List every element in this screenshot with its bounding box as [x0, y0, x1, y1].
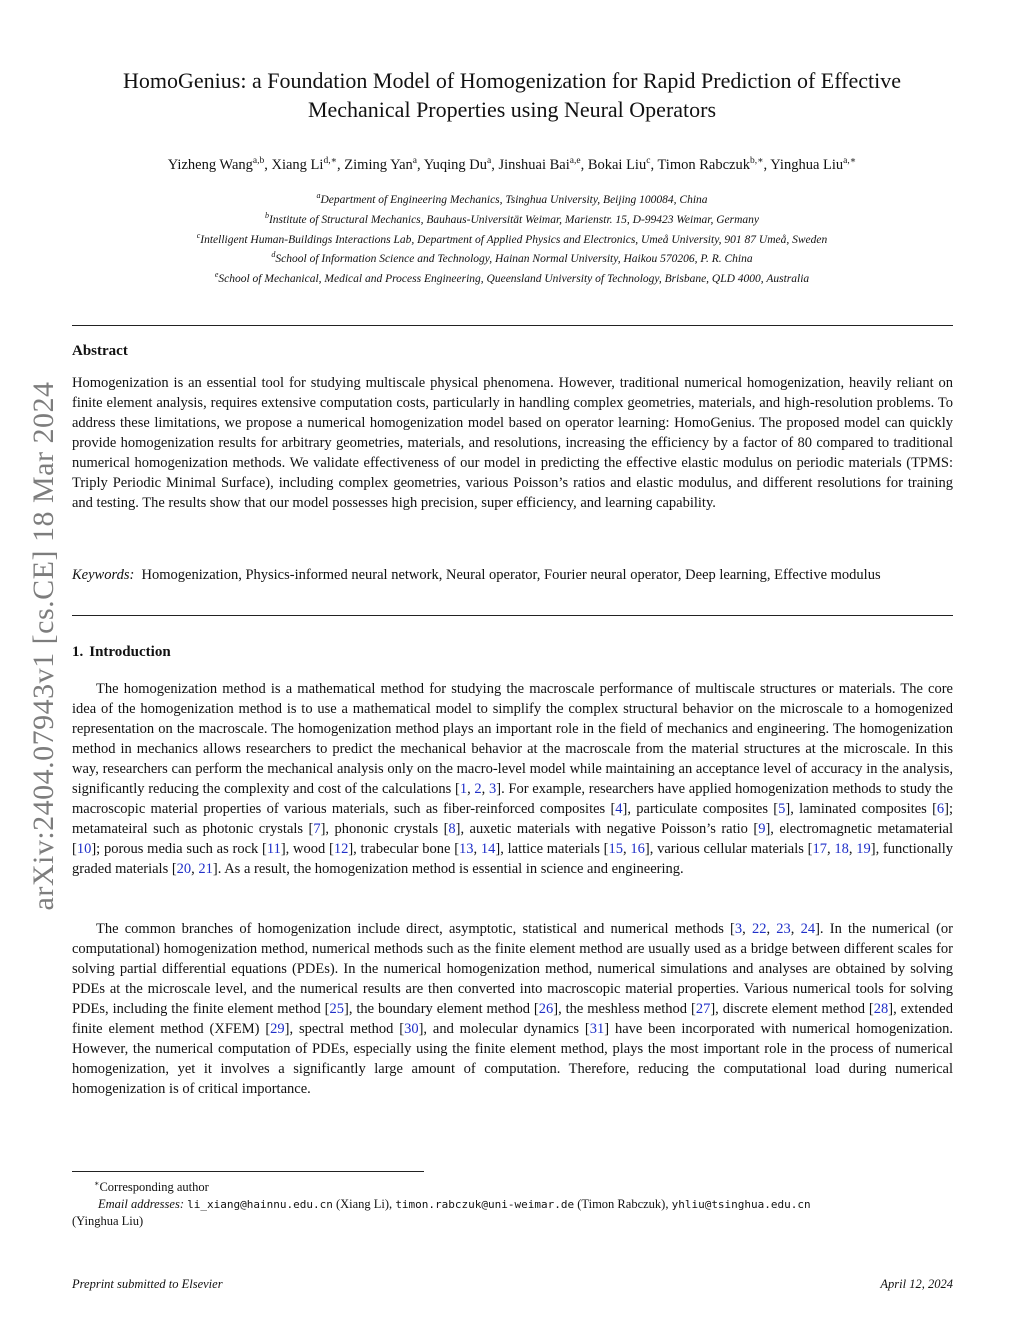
- affiliation: [40, 208, 984, 228]
- affiliation-mark: e: [214, 270, 219, 280]
- author-name: Yizheng Wang: [167, 156, 253, 173]
- author-affil-mark: d,∗: [323, 156, 338, 166]
- paper-title: [60, 66, 964, 124]
- affiliation-mark: c: [196, 230, 201, 240]
- affiliation-text: Institute of Structural Mechanics, Bauhaus-Universität Weimar, Marienstr. 15, D-99423 Weimar, Germany: [268, 213, 760, 226]
- arxiv-stamp: arXiv:2404.07943v1 [cs.CE] 18 Mar 2024: [27, 381, 60, 911]
- citation-link[interactable]: 22: [751, 921, 767, 937]
- author-separator: ,: [763, 156, 771, 173]
- citation-link[interactable]: 7: [313, 821, 321, 837]
- author-name: Xiang Li: [271, 156, 324, 173]
- abstract-bottom-rule: [72, 615, 953, 616]
- author-separator: ,: [650, 156, 658, 173]
- citation-link[interactable]: 13: [459, 841, 474, 857]
- affiliation: [40, 247, 984, 267]
- citation-link[interactable]: 16: [630, 841, 645, 857]
- citation-link[interactable]: 4: [615, 801, 623, 817]
- footnote: [72, 1175, 953, 1230]
- email-owner: (Timon Rabczuk),: [577, 1197, 669, 1212]
- footnote-rule: [72, 1171, 424, 1172]
- author: [498, 157, 587, 173]
- footnote-last-line: [72, 1213, 953, 1230]
- affiliation: [40, 228, 984, 248]
- citation-link[interactable]: 24: [800, 921, 816, 937]
- citation-link[interactable]: 28: [873, 1001, 889, 1017]
- keywords-text: Homogenization, Physics-informed neural network, Neural operator, Fourier neural operator, Deep learning, Effective modulus: [141, 567, 881, 583]
- citation-link[interactable]: 6: [936, 801, 945, 817]
- citation-link[interactable]: 19: [856, 841, 871, 857]
- author: [588, 157, 658, 173]
- citation-link[interactable]: 9: [758, 821, 766, 837]
- citation-link[interactable]: 3: [489, 781, 497, 797]
- citation-link[interactable]: 31: [589, 1021, 605, 1037]
- intro-paragraph-2: The common branches of homogenization include direct, asymptotic, statistical and numerical methods [3, 22, 23, 24]. In the numerical (or computational) homogenization method, numerical methods such as the finite element method are usually used as a bridge between different scales for solving partial differential equations (PDEs). In the numerical homogenization method, numerical simulations and analyses are obtained by solving PDEs at the microscale level, and the numerical results are then converted into macroscopic material properties. Various numerical tools for solving PDEs, including the finite element method [25], the boundary element method [26], the meshless method [27], discrete element method [28], extended finite element method (XFEM) [29], spectral method [30], and molecular dynamics [31] have been incorporated with numerical homogenization. However, the numerical computation of PDEs, especially using the finite element method, plays the most important role in the process of numerical homogenization, yet it involves a significantly large amount of computation. Therefore, reducing the computational load during numerical homogenization is of critical importance.: [72, 921, 954, 1097]
- citation-link[interactable]: 23: [776, 921, 791, 937]
- footnote-corresponding: [72, 1175, 953, 1196]
- email-label: Email addresses:: [98, 1197, 184, 1212]
- email-link[interactable]: timon.rabczuk@uni-weimar.de: [395, 1198, 575, 1212]
- section-number: 1.: [72, 644, 84, 660]
- footnote-emails: [72, 1196, 953, 1213]
- citation-link[interactable]: 27: [695, 1001, 711, 1017]
- email-owner: (Xiang Li),: [335, 1197, 393, 1212]
- section-title: Introduction: [89, 644, 171, 660]
- citation-link[interactable]: 26: [538, 1001, 554, 1017]
- abstract-heading: Abstract: [72, 343, 128, 359]
- citation-link[interactable]: 14: [480, 841, 496, 857]
- author-affil-mark: b,∗: [749, 156, 764, 166]
- title-line-1: HomoGenius: a Foundation Model of Homogenization for Rapid Prediction of Effective: [123, 68, 901, 93]
- abstract-text: Homogenization is an essential tool for studying multiscale physical phenomena. However, traditional numerical homogenization, heavily reliant on finite element analysis, requires extensive computation costs, particularly in handling complex geometries, materials, and high-resolution problems. To address these limitations, we propose a numerical homogenization model based on operator learning: HomoGenius. The proposed model can quickly provide homogenization results for arbitrary geometries, materials, and resolutions, increasing the efficiency by a factor of 80 compared to traditional numerical homogenization methods. We validate effectiveness of our model in predicting the effective elastic modulus on periodic materials (TPMS: Triply Periodic Minimal Surface), including complex geometries, various Poisson’s ratios and elastic modulus, and different resolutions for training and testing. The results show that our model possesses high precision, super efficiency, and learning capability.: [72, 375, 953, 511]
- keywords-label: Keywords:: [72, 567, 135, 583]
- email-link[interactable]: li_xiang@hainnu.edu.cn: [187, 1198, 333, 1212]
- citation-link[interactable]: 25: [329, 1001, 344, 1017]
- affiliation: [40, 267, 984, 287]
- author-separator: ,: [417, 156, 424, 173]
- author-name: Ziming Yan: [344, 156, 413, 173]
- affiliation-text: Intelligent Human-Buildings Interactions Lab, Department of Applied Physics and Electronics, Umeå University, 901 87 Umeå, Sweden: [200, 233, 828, 246]
- author-affil-mark: a,b: [252, 156, 265, 166]
- author-separator: ,: [337, 156, 345, 173]
- author-name: Jinshuai Bai: [498, 156, 570, 173]
- intro-paragraph-1: The homogenization method is a mathematical method for studying the macroscale performance of multiscale structures or materials. The core idea of the homogenization method is to use a mathematical model to simplify the complex structural behavior on the microscale to a homogenized representation on the macroscale. The homogenization method plays an important role in the field of mechanics and engineering. The homogenization method in mechanics allows researchers to predict the mechanical behavior at the macroscale from the material structures at the microscale. In this way, researchers can perform the mechanical analysis only on the macro-level model while maintaining an acceptance level of accuracy in the analysis, significantly reducing the complexity and cost of the calculations [1, 2, 3]. For example, researchers have applied homogenization methods to study the macroscopic material properties of various materials, such as fiber-reinforced composites [4], particulate composites [5], laminated composites [6]; metamateiral such as photonic crystals [7], phononic crystals [8], auxetic materials with negative Poisson’s ratio [9], electromagnetic metamaterial [10]; porous media such as rock [11], wood [12], trabecular bone [13, 14], lattice materials [15, 16], various cellular materials [17, 18, 19], functionally graded materials [20, 21]. As a result, the homogenization method is essential in science and engineering.: [72, 681, 954, 877]
- author-name: Yinghua Liu: [770, 156, 844, 173]
- author: [657, 157, 770, 173]
- citation-link[interactable]: 12: [333, 841, 349, 857]
- citation-link[interactable]: 5: [778, 801, 786, 817]
- citation-link[interactable]: 11: [266, 841, 281, 857]
- citation-link[interactable]: 3: [734, 921, 743, 937]
- author-separator: ,: [264, 156, 272, 173]
- affiliation-text: School of Information Science and Technology, Hainan Normal University, Haikou 570206, P. R. China: [275, 253, 753, 266]
- author: [272, 157, 345, 173]
- author-affil-mark: a: [412, 156, 418, 166]
- affiliation-list: [40, 188, 984, 287]
- author: [168, 157, 272, 173]
- keywords: [72, 565, 953, 585]
- affiliation: [40, 188, 984, 208]
- citation-link[interactable]: 8: [448, 821, 456, 837]
- citation-link[interactable]: 18: [834, 841, 849, 857]
- author-name: Timon Rabczuk: [657, 156, 750, 173]
- citation-link[interactable]: 2: [474, 781, 482, 797]
- author-list: [50, 151, 974, 175]
- citation-link[interactable]: 30: [404, 1021, 419, 1037]
- title-line-2: Mechanical Properties using Neural Operators: [307, 97, 717, 122]
- author: [770, 157, 856, 173]
- author: [424, 157, 499, 173]
- affiliation-mark: d: [271, 250, 276, 260]
- affiliation-mark: b: [264, 210, 269, 220]
- footer-date: April 12, 2024: [880, 1277, 953, 1291]
- author-name: Bokai Liu: [587, 156, 647, 173]
- affiliation-mark: a: [316, 191, 321, 200]
- citation-link[interactable]: 15: [608, 841, 624, 857]
- author-name: Yuqing Du: [423, 156, 487, 173]
- affiliation-text: School of Mechanical, Medical and Process Engineering, Queensland University of Technology, Brisbane, QLD 4000, Australia: [218, 273, 810, 286]
- author-separator: ,: [491, 156, 499, 173]
- citation-link[interactable]: 1: [459, 781, 468, 797]
- affiliation-text: Department of Engineering Mechanics, Tsinghua University, Beijing 100084, China: [320, 193, 708, 206]
- section-heading: [72, 644, 171, 661]
- author-affil-mark: a,∗: [843, 156, 857, 166]
- author-affil-mark: a,e: [569, 156, 581, 166]
- citation-link[interactable]: 10: [76, 841, 92, 857]
- abstract-top-rule: [72, 325, 953, 326]
- citation-link[interactable]: 17: [812, 841, 827, 857]
- author: [344, 157, 423, 173]
- citation-link[interactable]: 20: [176, 861, 192, 877]
- email-owner: (Yinghua Liu): [72, 1214, 144, 1229]
- footnote-mark: ∗: [94, 1179, 100, 1188]
- author-affil-mark: a: [486, 156, 492, 166]
- footer-journal: Preprint submitted to Elsevier: [72, 1277, 223, 1291]
- citation-link[interactable]: 21: [198, 861, 213, 877]
- email-link[interactable]: yhliu@tsinghua.edu.cn: [671, 1198, 811, 1212]
- author-affil-mark: c: [646, 156, 651, 166]
- citation-link[interactable]: 29: [270, 1021, 285, 1037]
- footnote-corresponding-text: Corresponding author: [99, 1180, 209, 1195]
- author-separator: ,: [580, 156, 588, 173]
